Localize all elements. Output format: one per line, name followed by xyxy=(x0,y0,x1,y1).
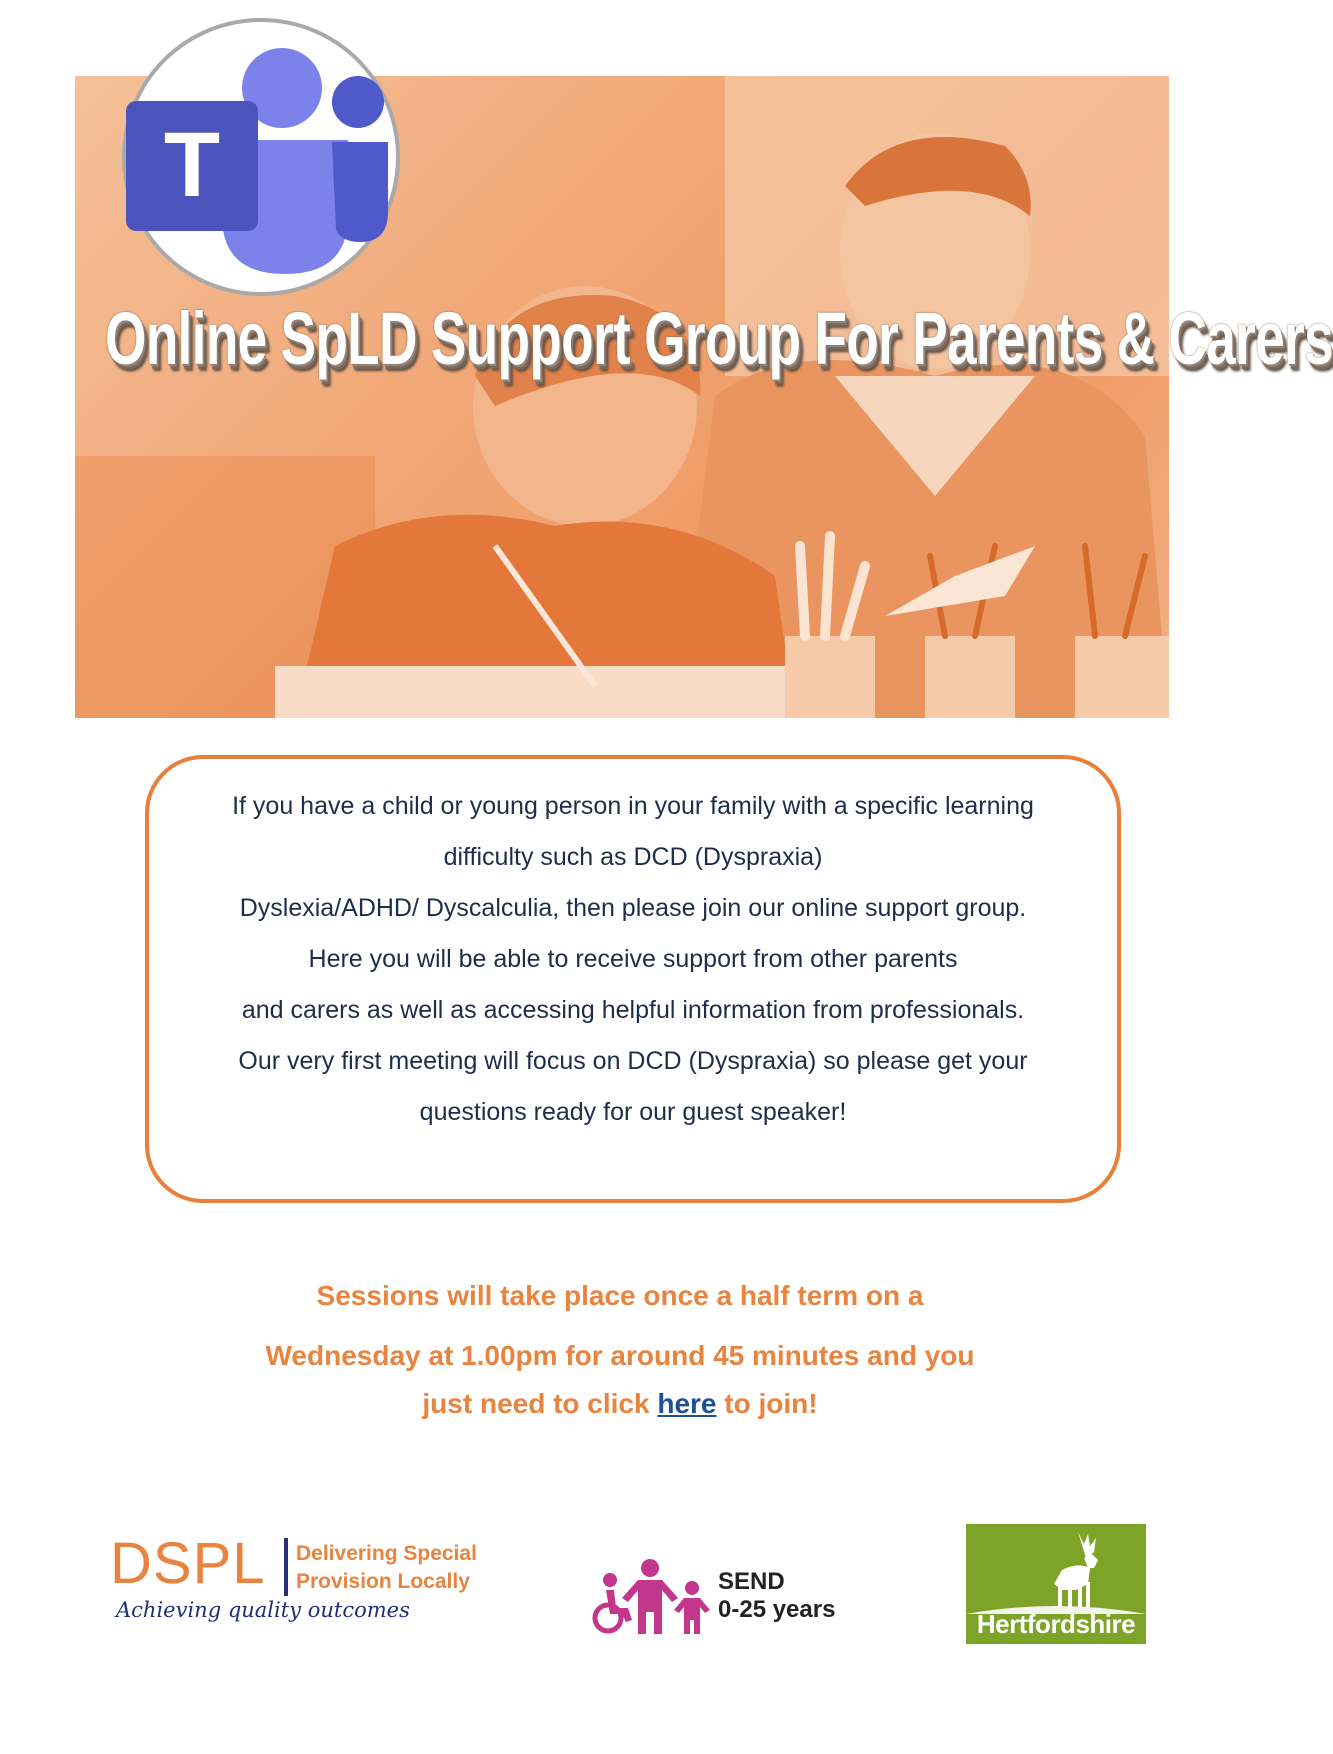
info-line: questions ready for our guest speaker! xyxy=(419,1098,847,1126)
info-box xyxy=(145,755,1121,1203)
info-line: Our very first meeting will focus on DCD (Dyspraxia) so please get your xyxy=(238,1047,1028,1075)
teams-letter: T xyxy=(163,114,221,216)
send-logo xyxy=(588,1558,848,1638)
send-text xyxy=(718,1568,835,1624)
dspl-subtitle-line-2: Provision Locally xyxy=(296,1570,470,1593)
dspl-subtitle xyxy=(296,1540,477,1596)
info-line: difficulty such as DCD (Dyspraxia) xyxy=(443,843,823,871)
dspl-subtitle-line-1: Delivering Special xyxy=(296,1542,477,1565)
hertfordshire-logo xyxy=(966,1524,1146,1644)
dspl-divider xyxy=(284,1538,288,1596)
session-line-1: Sessions will take place once a half term on a xyxy=(316,1280,924,1311)
info-line: Here you will be able to receive support from other parents xyxy=(308,945,958,973)
send-line-1: SEND xyxy=(718,1568,785,1595)
session-line-3-start: just need to click xyxy=(422,1388,658,1419)
hero-title: Online SpLD Support Group For Parents & Carers xyxy=(105,297,1333,380)
dspl-mark: DSPL xyxy=(110,1531,266,1596)
dspl-tagline: Achieving quality outcomes xyxy=(116,1598,410,1622)
info-line: If you have a child or young person in your family with a specific learning xyxy=(232,792,1034,820)
dspl-logo xyxy=(110,1532,490,1622)
join-link[interactable]: here xyxy=(657,1388,717,1419)
send-line-2: 0-25 years xyxy=(718,1596,836,1623)
session-line-2: Wednesday at 1.00pm for around 45 minutes and you xyxy=(265,1340,975,1371)
hart-icon xyxy=(966,1524,1146,1614)
session-line-3 xyxy=(150,1380,1090,1428)
hertfordshire-label: Hertfordshire xyxy=(976,1609,1136,1639)
family-icon xyxy=(588,1558,714,1638)
info-line: Dyslexia/ADHD/ Dyscalculia, then please join our online support group. xyxy=(239,894,1027,922)
info-line: and carers as well as accessing helpful information from professionals. xyxy=(241,996,1025,1024)
microsoft-teams-icon xyxy=(110,16,412,298)
session-line-3-end: to join! xyxy=(716,1388,818,1419)
